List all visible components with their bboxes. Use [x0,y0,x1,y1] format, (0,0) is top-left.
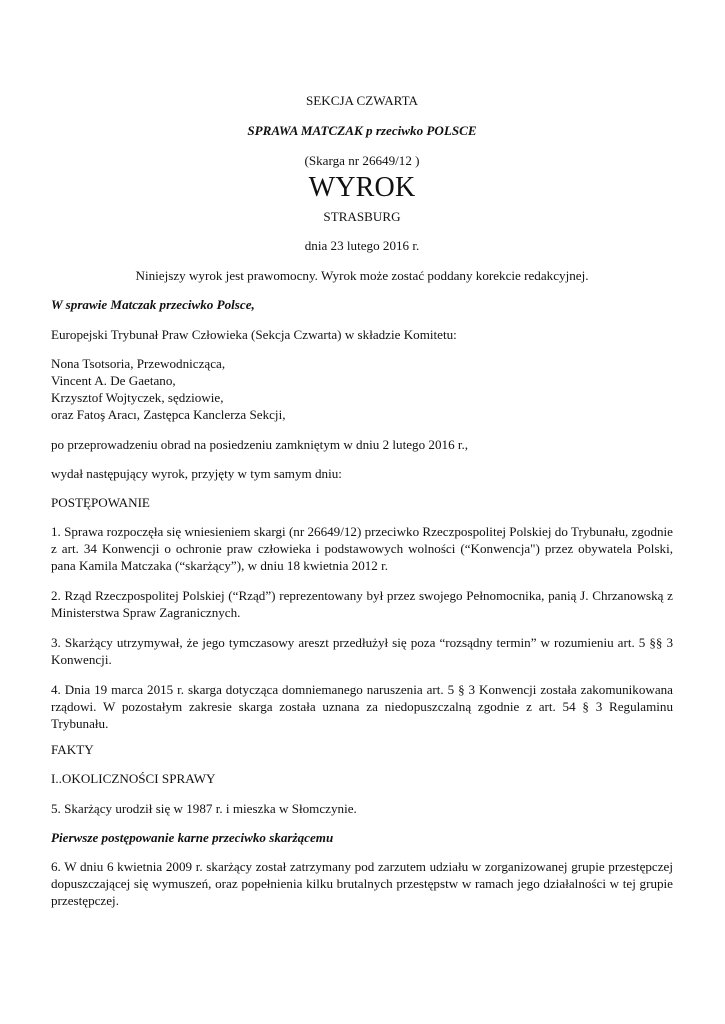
procedure-paragraph-2: 2. Rząd Rzeczpospolitej Polskiej (“Rząd”) reprezentowany był przez swojego Pełnomocnika, panią J. Chrzanowską z Ministerstwa Spraw Zagranicznych. [51,588,673,620]
first-proceedings-heading: Pierwsze postępowanie karne przeciwko skarżącemu [51,830,334,845]
judge-name: Vincent A. De Gaetano, [51,373,176,388]
judge-name: Krzysztof Wojtyczek, sędziowie, [51,390,224,405]
case-heading: W sprawie Matczak przeciwko Polsce, [51,297,255,312]
judges-list [51,355,673,423]
finality-notice: Niniejszy wyrok jest prawomocny. Wyrok może zostać poddany korekcie redakcyjnej. [135,268,589,283]
procedure-heading: POSTĘPOWANIE [51,495,150,510]
facts-heading: FAKTY [51,742,94,757]
judge-name: oraz Fatoş Aracı, Zastępca Kanclerza Sekcji, [51,407,286,422]
judgment-date: dnia 23 lutego 2016 r. [304,238,420,253]
application-number: (Skarga nr 26649/12 ) [304,153,420,168]
procedure-paragraph-3: 3. Skarżący utrzymywał, że jego tymczasowy areszt przedłużył się poza “rozsądny termin” w rozumieniu art. 5 §§ 3 Konwencji. [51,635,673,667]
circumstances-heading: I..OKOLICZNOŚCI SPRAWY [51,771,216,786]
document-page [51,0,673,1024]
place: STRASBURG [323,209,401,224]
facts-paragraph-6: 6. W dniu 6 kwietnia 2009 r. skarżący został zatrzymany pod zarzutem udziału w zorganizowanej grupie przestępczej dopuszczającej się wymuszeń, oraz popełnienia kilku brutalnych przestępstw w ramach jego działalności w tej grupie przestępczej. [51,859,673,908]
judge-name: Nona Tsotsoria, Przewodnicząca, [51,356,226,371]
procedure-paragraph-4: 4. Dnia 19 marca 2015 r. skarga dotycząca domniemanego naruszenia art. 5 § 3 Konwencji została zakomunikowana rządowi. W pozostałym zakresie skarga została uznana za niedopuszczalną zgodnie z art. 54 § 3 Regulaminu Trybunału. [51,682,673,731]
document-type-title: WYROK [308,172,416,203]
delivery-line: wydał następujący wyrok, przyjęty w tym samym dniu: [51,466,342,481]
facts-paragraph-5: 5. Skarżący urodził się w 1987 r. i mieszka w Słomczynie. [51,801,357,816]
court-composition-line: Europejski Trybunał Praw Człowieka (Sekcja Czwarta) w składzie Komitetu: [51,327,457,342]
deliberation-line: po przeprowadzeniu obrad na posiedzeniu zamkniętym w dniu 2 lutego 2016 r., [51,437,469,452]
case-title: SPRAWA MATCZAK p rzeciwko POLSCE [247,123,477,138]
section-title: SEKCJA CZWARTA [305,93,419,108]
procedure-paragraph-1: 1. Sprawa rozpoczęła się wniesieniem skargi (nr 26649/12) przeciwko Rzeczpospolitej Polskiej do Trybunału, zgodnie z art. 34 Konwencji o ochronie praw człowieka i podstawowych wolności (“Konwencja") przez obywatela Polski, pana Kamila Matczaka (“skarżący”), w dniu 18 kwietnia 2012 r. [51,524,673,573]
